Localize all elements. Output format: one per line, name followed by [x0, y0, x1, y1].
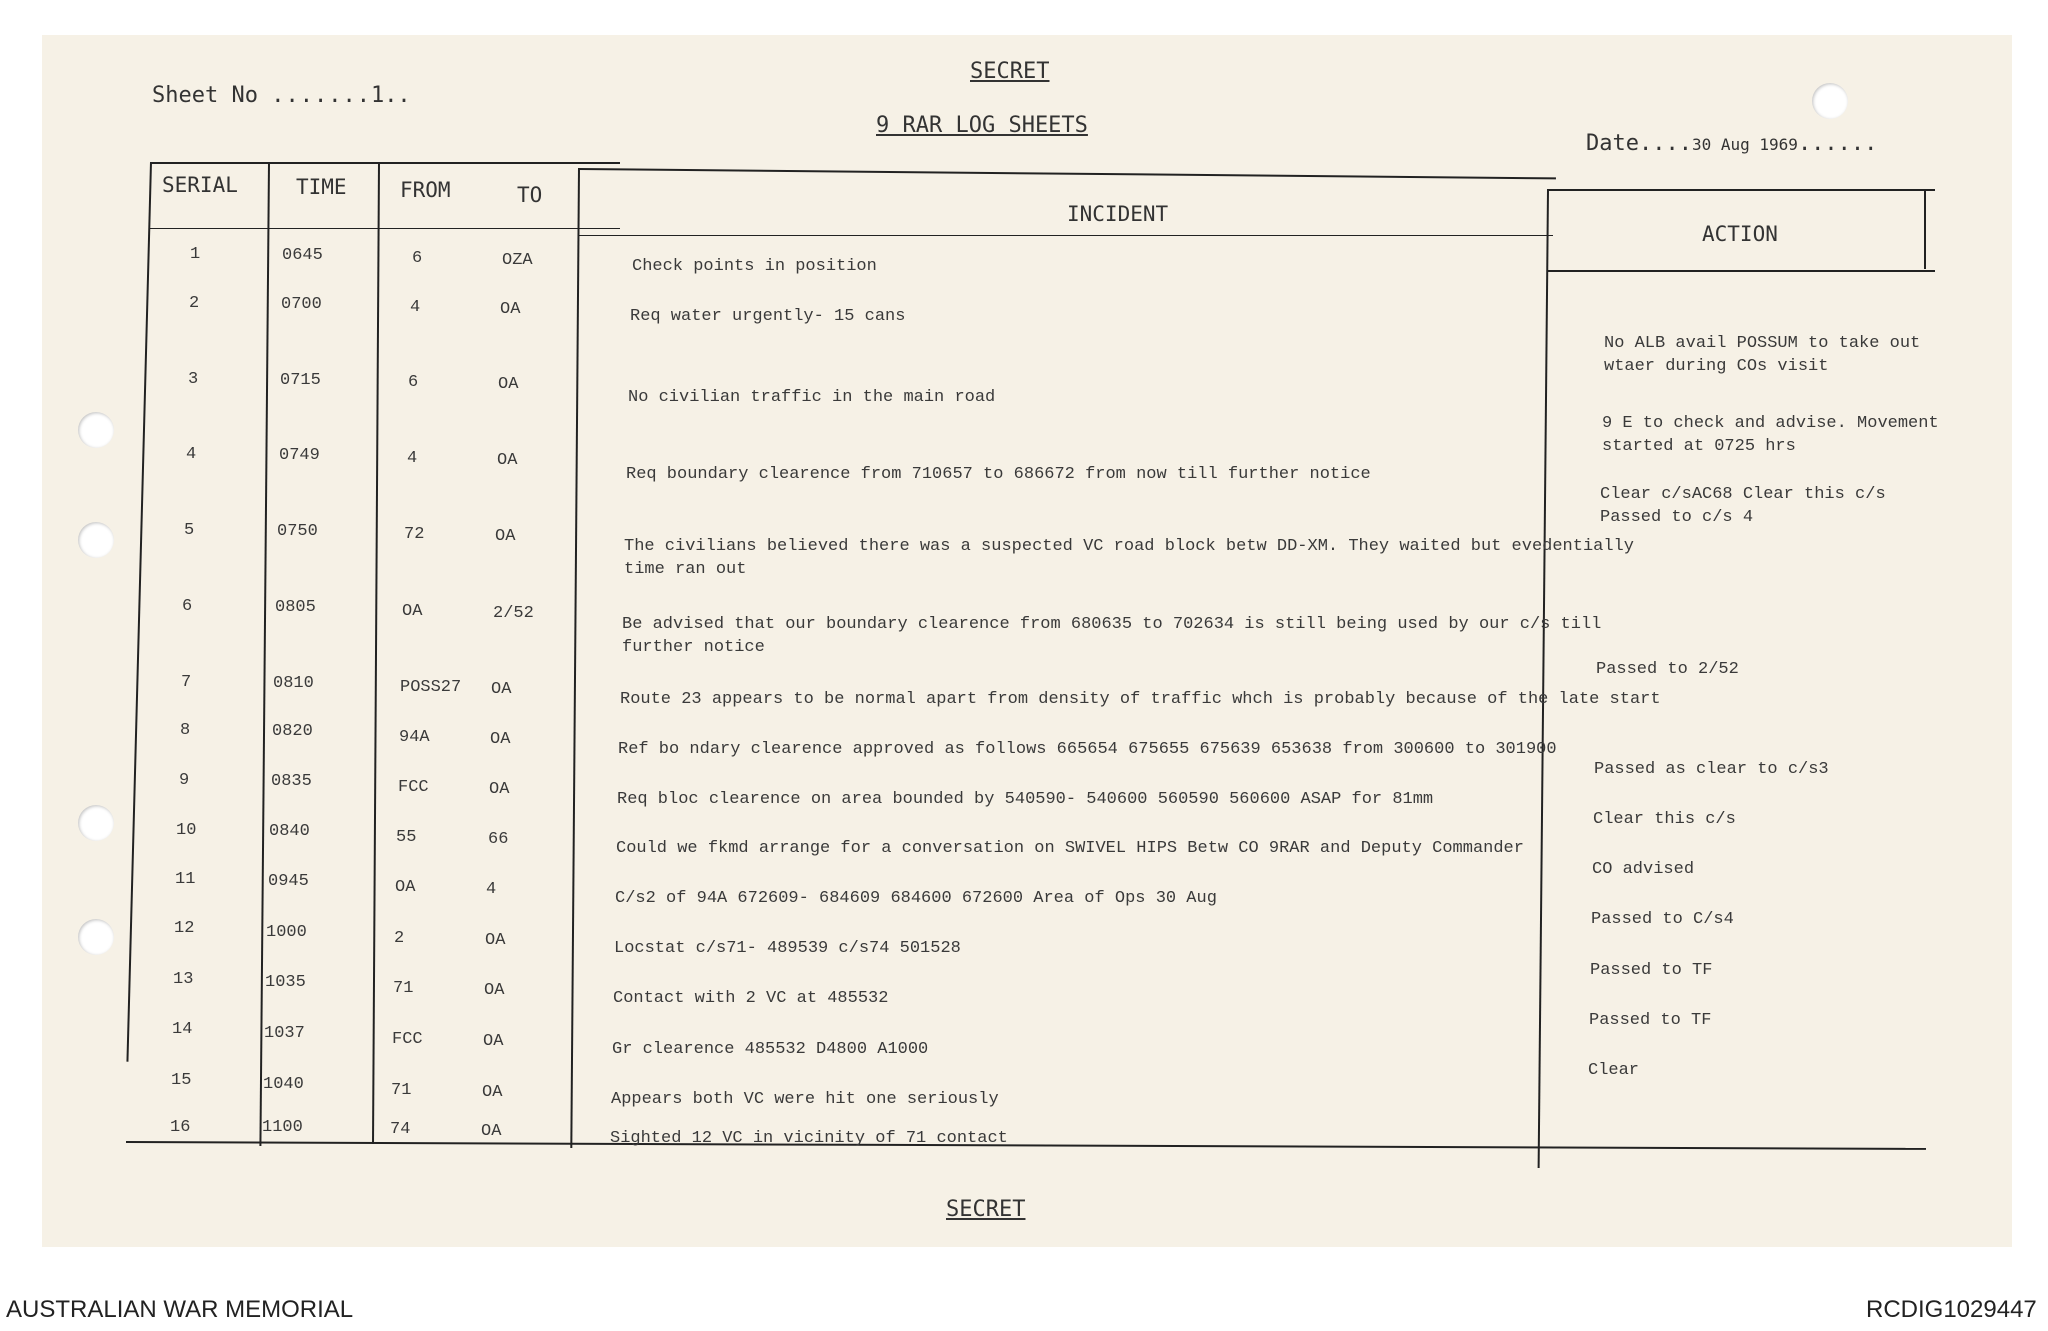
row-6-to: 2/52 [493, 604, 534, 623]
action-entry: Passed to 2/52 [1596, 660, 1739, 679]
row-16-serial: 16 [170, 1118, 191, 1137]
row-7-from: POSS27 [400, 678, 462, 697]
action-entry [1604, 332, 1920, 378]
action-line: No ALB avail POSSUM to take out [1604, 334, 1921, 353]
action-line: wtaer during COs visit [1604, 357, 1829, 376]
row-4-serial: 4 [186, 445, 197, 464]
col-header-to: TO [517, 183, 543, 207]
punch-hole [78, 919, 114, 955]
archive-id: RCDIG1029447 [1866, 1296, 2037, 1323]
row-14-time: 1037 [264, 1024, 305, 1043]
row-3-from: 6 [408, 373, 419, 392]
row-1-from: 6 [412, 249, 423, 268]
date-field [1586, 131, 1877, 156]
row-1-to: OZA [502, 251, 533, 270]
row-3-to: OA [498, 375, 519, 394]
row-2-incident: Req water urgently- 15 cans [630, 307, 906, 326]
row-4-to: OA [497, 451, 518, 470]
date-value: 30 Aug 1969 [1691, 135, 1798, 154]
sheet-value: 1 [370, 83, 385, 108]
row-9-serial: 9 [179, 771, 190, 790]
sheet-label: Sheet No [152, 83, 258, 108]
archive-credit: AUSTRALIAN WAR MEMORIAL [6, 1296, 354, 1323]
classification-bottom: SECRET [946, 1197, 1026, 1222]
row-8-serial: 8 [180, 721, 191, 740]
row-15-from: 71 [391, 1081, 412, 1100]
column-border [1538, 190, 1549, 1168]
row-14-to: OA [483, 1032, 504, 1051]
column-border [259, 162, 270, 1146]
column-border [126, 162, 152, 1062]
action-entry: Passed as clear to c/s3 [1594, 760, 1829, 779]
sheet-trail: .. [384, 83, 411, 108]
row-11-from: OA [395, 878, 416, 897]
row-4-incident: Req boundary clearence from 710657 to 686672 from now till further notice [626, 465, 1371, 484]
sheet-dots: ....... [271, 83, 371, 108]
row-9-time: 0835 [271, 772, 312, 791]
row-10-to: 66 [488, 830, 509, 849]
row-9-to: OA [489, 780, 510, 799]
row-4-from: 4 [407, 449, 418, 468]
action-entry [1602, 412, 1939, 458]
sheet-number [152, 83, 411, 108]
row-13-serial: 13 [173, 970, 194, 989]
row-6-incident: Be advised that our boundary clearence from 680635 to 702634 is still being used by our c/s till [622, 615, 1602, 634]
row-5-time: 0750 [277, 522, 318, 541]
col-header-action: ACTION [1702, 222, 1778, 246]
row-10-incident: Could we fkmd arrange for a conversation on SWIVEL HIPS Betw CO 9RAR and Deputy Commander [616, 839, 1524, 858]
header-separator [150, 228, 620, 229]
row-11-incident: C/s2 of 94A 672609- 684609 684600 672600 Area of Ops 30 Aug [615, 889, 1217, 908]
row-3-incident: No civilian traffic in the main road [628, 388, 996, 407]
row-13-time: 1035 [265, 973, 306, 992]
row-3-serial: 3 [188, 370, 199, 389]
punch-hole [78, 412, 114, 448]
row-9-incident: Req bloc clearence on area bounded by 540590- 540600 560590 560600 ASAP for 81mm [617, 790, 1434, 809]
row-8-from: 94A [399, 728, 430, 747]
row-6-time: 0805 [275, 598, 316, 617]
row-12-incident: Locstat c/s71- 489539 c/s74 501528 [614, 939, 961, 958]
row-6-from: OA [402, 602, 423, 621]
row-5-to: OA [495, 527, 516, 546]
column-border [570, 168, 580, 1148]
row-12-from: 2 [394, 929, 405, 948]
header-separator [1547, 270, 1935, 272]
action-line: Passed to c/s 4 [1600, 508, 1754, 527]
row-14-serial: 14 [172, 1020, 193, 1039]
row-1-time: 0645 [282, 246, 323, 265]
row-10-serial: 10 [176, 821, 197, 840]
row-2-from: 4 [410, 298, 421, 317]
date-label: Date.... [1586, 131, 1692, 156]
row-16-time: 1100 [262, 1118, 303, 1137]
row-2-time: 0700 [281, 295, 322, 314]
table-bottom-border [126, 1141, 1926, 1150]
classification-top: SECRET [970, 59, 1050, 84]
row-15-incident: Appears both VC were hit one seriously [611, 1090, 999, 1109]
row-11-to: 4 [486, 880, 497, 899]
row-15-serial: 15 [171, 1071, 192, 1090]
date-trail: ...... [1797, 131, 1878, 156]
row-7-incident: Route 23 appears to be normal apart from density of traffic whch is probably because of the late start [620, 690, 1661, 709]
action-line: 9 E to check and advise. Movement [1602, 414, 1939, 433]
row-12-time: 1000 [266, 923, 307, 942]
row-1-serial: 1 [190, 245, 201, 264]
table-top-border [150, 162, 620, 164]
action-entry [1600, 483, 1886, 529]
row-1-incident: Check points in position [632, 257, 877, 276]
row-13-from: 71 [393, 979, 414, 998]
col-header-serial: SERIAL [162, 173, 238, 197]
row-6-serial: 6 [182, 597, 193, 616]
punch-hole [78, 805, 114, 841]
column-border [1924, 189, 1926, 269]
log-sheet-paper [42, 35, 2012, 1247]
row-11-serial: 11 [175, 870, 196, 889]
row-7-serial: 7 [181, 673, 192, 692]
row-2-serial: 2 [189, 294, 200, 313]
action-entry: Passed to TF [1590, 961, 1713, 980]
action-entry: CO advised [1592, 860, 1695, 879]
action-line: started at 0725 hrs [1602, 437, 1796, 456]
row-8-incident: Ref bo ndary clearence approved as follows 665654 675655 675639 653638 from 300600 to 301900 [618, 740, 1557, 759]
punch-hole [78, 522, 114, 558]
row-6-incident-cont: further notice [622, 638, 765, 657]
table-top-border [1547, 189, 1935, 191]
row-8-time: 0820 [272, 722, 313, 741]
col-header-from: FROM [400, 178, 451, 202]
row-13-to: OA [484, 981, 505, 1000]
row-8-to: OA [490, 730, 511, 749]
action-entry: Passed to C/s4 [1591, 910, 1734, 929]
row-15-to: OA [482, 1083, 503, 1102]
row-16-to: OA [481, 1122, 502, 1141]
row-12-serial: 12 [174, 919, 195, 938]
column-border [372, 162, 380, 1144]
row-4-time: 0749 [279, 446, 320, 465]
row-10-from: 55 [396, 828, 417, 847]
row-5-incident-cont: time ran out [624, 560, 747, 579]
row-5-incident: The civilians believed there was a suspected VC road block betw DD-XM. They waited but evedentially [624, 537, 1634, 556]
punch-hole [1812, 83, 1848, 119]
row-3-time: 0715 [280, 371, 321, 390]
row-11-time: 0945 [268, 872, 309, 891]
page-title: 9 RAR LOG SHEETS [876, 113, 1088, 138]
row-14-from: FCC [392, 1030, 423, 1049]
row-16-incident: Sighted 12 VC in vicinity of 71 contact [610, 1129, 1008, 1148]
row-9-from: FCC [398, 778, 429, 797]
action-entry: Passed to TF [1589, 1011, 1712, 1030]
row-15-time: 1040 [263, 1075, 304, 1094]
action-entry: Clear [1588, 1061, 1640, 1080]
row-2-to: OA [500, 300, 521, 319]
row-10-time: 0840 [269, 822, 310, 841]
row-5-serial: 5 [184, 521, 195, 540]
header-separator [578, 235, 1553, 236]
action-entry: Clear this c/s [1593, 810, 1736, 829]
row-7-to: OA [491, 680, 512, 699]
row-7-time: 0810 [273, 674, 314, 693]
col-header-incident: INCIDENT [1067, 202, 1169, 226]
table-top-border [578, 168, 1556, 179]
action-line: Clear c/sAC68 Clear this c/s [1600, 485, 1886, 504]
row-16-from: 74 [390, 1120, 411, 1139]
col-header-time: TIME [296, 175, 347, 199]
row-13-incident: Contact with 2 VC at 485532 [613, 989, 889, 1008]
row-5-from: 72 [404, 525, 425, 544]
row-12-to: OA [485, 931, 506, 950]
row-14-incident: Gr clearence 485532 D4800 A1000 [612, 1040, 929, 1059]
